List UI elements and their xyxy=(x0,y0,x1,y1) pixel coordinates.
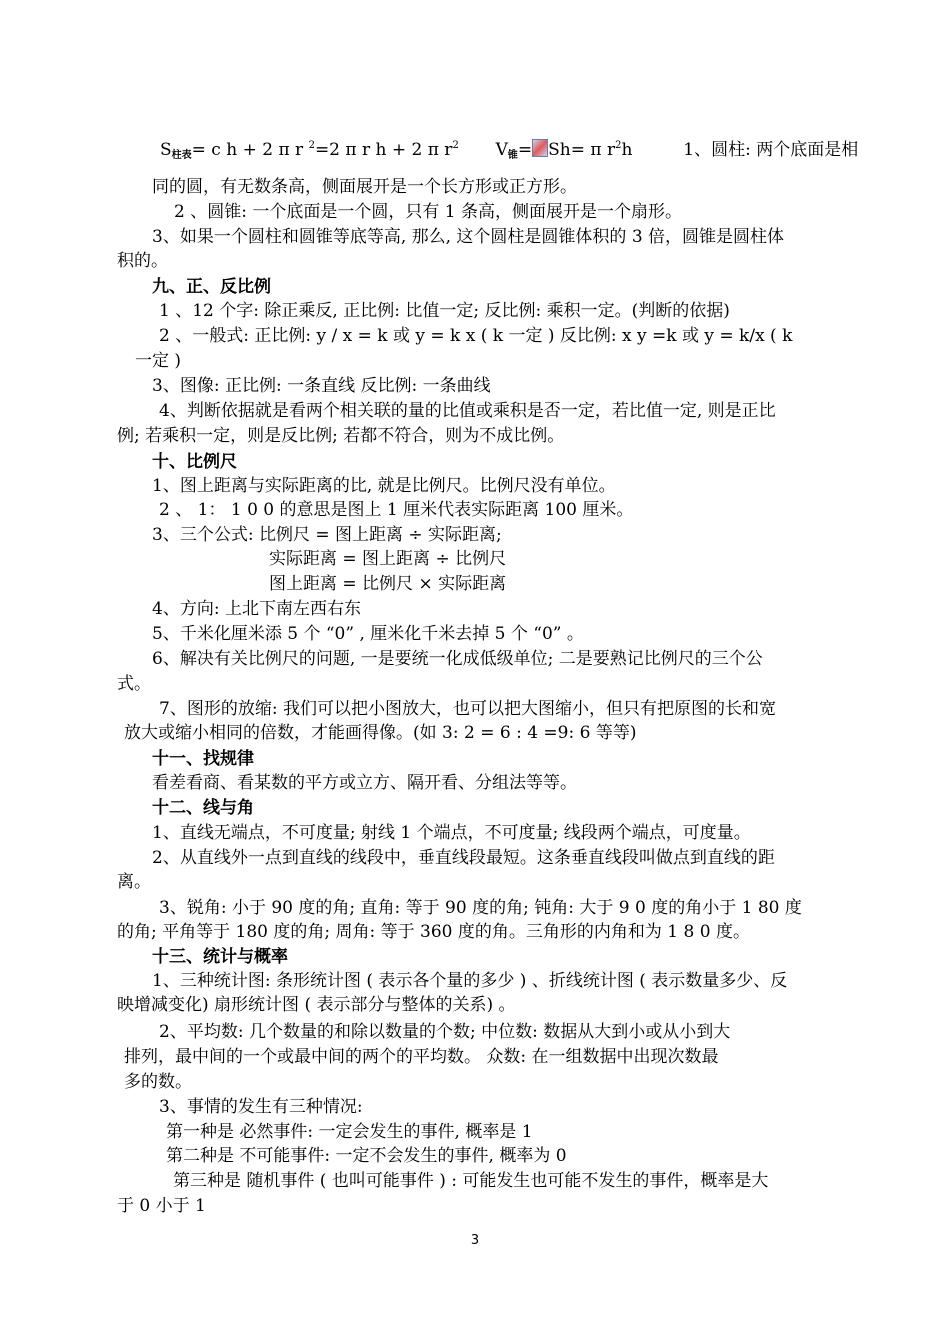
text-line: 5、千米化厘米添 5 个 “0” , 厘米化千米去掉 5 个 “0” 。 xyxy=(152,624,584,644)
text-line: 排列，最中间的一个或最中间的两个的平均数。 众数: 在一组数据中出现次数最 xyxy=(124,1047,719,1067)
text-line: 放大或缩小相同的倍数，才能画得像。(如 3: 2 = 6 : 4 =9: 6 等等) xyxy=(124,723,637,743)
text-line: 多的数。 xyxy=(124,1072,192,1092)
text-line: 例; 若乘积一定，则是反比例; 若都不符合，则为不成比例。 xyxy=(117,426,565,446)
formula-line xyxy=(160,139,858,164)
text-line: 2、从直线外一点到直线的线段中，垂直线段最短。这条垂直线段叫做点到直线的距 xyxy=(152,848,775,868)
v-letter: V xyxy=(495,140,508,160)
text-line: 1 、12 个字: 除正乘反, 正比例: 比值一定; 反比例: 乘积一定。(判断的依据) xyxy=(159,301,730,321)
text-line: 2 、 1： 1 0 0 的意思是图上 1 厘米代表实际距离 100 厘米。 xyxy=(159,500,634,520)
text-line: 看差看商、看某数的平方或立方、隔开看、分组法等等。 xyxy=(152,773,577,793)
text-line: 2 、一般式: 正比例: y / x = k 或 y = k x ( k 一定 ) 反比例: x y =k 或 y = k/x ( k xyxy=(159,326,793,346)
text-line: 于 0 小于 1 xyxy=(117,1196,206,1216)
s-superscript-1: 2 xyxy=(308,140,315,151)
text-line: 的角; 平角等于 180 度的角; 周角: 等于 360 度的角。三角形的内角和为 1 8 0 度。 xyxy=(117,922,750,942)
s-formula: = c h + 2 π r xyxy=(191,140,309,160)
text-line: 式。 xyxy=(117,674,151,694)
text-line: 3、事情的发生有三种情况: xyxy=(159,1097,363,1117)
section-heading-10: 十、比例尺 xyxy=(152,452,237,472)
cylinder-def-start: 1、圆柱: 两个底面是相 xyxy=(683,140,859,160)
text-line: 一定 ) xyxy=(135,351,182,371)
fraction-image-icon xyxy=(532,139,548,157)
text-line: 1、三种统计图: 条形统计图 ( 表示各个量的多少 ) 、折线统计图 ( 表示数量多少、反 xyxy=(152,971,788,991)
v-equals: = xyxy=(517,140,533,160)
s-subscript: 柱表 xyxy=(171,150,192,161)
section-heading-9: 九、正、反比例 xyxy=(152,277,271,297)
v-formula: Sh= π r xyxy=(548,140,616,160)
section-heading-12: 十二、线与角 xyxy=(152,798,254,818)
s-superscript-2: 2 xyxy=(452,140,459,151)
text-line: 1、直线无端点，不可度量; 射线 1 个端点，不可度量; 线段两个端点，可度量。 xyxy=(152,823,751,843)
s-letter: S xyxy=(160,140,172,160)
text-line: 第三种是 随机事件 ( 也叫可能事件 ) : 可能发生也可能不发生的事件，概率是大 xyxy=(173,1171,769,1191)
text-line: 2 、圆锥: 一个底面是一个圆，只有 1 条高，侧面展开是一个扇形。 xyxy=(174,202,682,222)
text-line: 第一种是 必然事件: 一定会发生的事件, 概率是 1 xyxy=(166,1122,533,1142)
text-line: 2、平均数: 几个数量的和除以数量的个数; 中位数: 数据从大到小或从小到大 xyxy=(159,1022,731,1042)
page-number: 3 xyxy=(470,1233,480,1248)
s-formula-2: =2 π r h + 2 π r xyxy=(314,140,453,160)
text-line: 6、解决有关比例尺的问题, 一是要统一化成低级单位; 二是要熟记比例尺的三个公 xyxy=(152,649,763,669)
text-line: 映增减变化) 扇形统计图 ( 表示部分与整体的关系) 。 xyxy=(117,995,516,1015)
v-superscript: 2 xyxy=(615,140,622,151)
text-line: 7、图形的放缩: 我们可以把小图放大，也可以把大图缩小，但只有把原图的长和宽 xyxy=(159,699,776,719)
text-line: 4、方向: 上北下南左西右东 xyxy=(152,599,361,619)
section-heading-13: 十三、统计与概率 xyxy=(152,947,288,967)
text-line: 同的圆，有无数条高，侧面展开是一个长方形或正方形。 xyxy=(152,177,577,197)
text-line: 3、图像: 正比例: 一条直线 反比例: 一条曲线 xyxy=(152,376,491,396)
text-line: 第二种是 不可能事件: 一定不会发生的事件, 概率为 0 xyxy=(166,1146,567,1166)
text-line: 图上距离 = 比例尺 × 实际距离 xyxy=(269,574,507,594)
text-line: 离。 xyxy=(117,872,151,892)
text-line: 3、三个公式: 比例尺 = 图上距离 ÷ 实际距离; xyxy=(152,525,502,545)
text-line: 实际距离 = 图上距离 ÷ 比例尺 xyxy=(269,549,507,569)
v-subscript: 锥 xyxy=(507,150,518,161)
text-line: 3、锐角: 小于 90 度的角; 直角: 等于 90 度的角; 钝角: 大于 9 0 度的角小于 1 80 度 xyxy=(159,898,802,918)
text-line: 积的。 xyxy=(117,251,168,271)
text-line: 1、图上距离与实际距离的比, 就是比例尺。比例尺没有单位。 xyxy=(152,476,616,496)
text-line: 3、如果一个圆柱和圆锥等底等高, 那么, 这个圆柱是圆锥体积的 3 倍，圆锥是圆柱体 xyxy=(152,227,785,247)
section-heading-11: 十一、找规律 xyxy=(152,749,254,769)
v-h: h xyxy=(621,140,633,160)
text-line: 4、判断依据就是看两个相关联的量的比值或乘积是否一定，若比值一定, 则是正比 xyxy=(159,401,776,421)
